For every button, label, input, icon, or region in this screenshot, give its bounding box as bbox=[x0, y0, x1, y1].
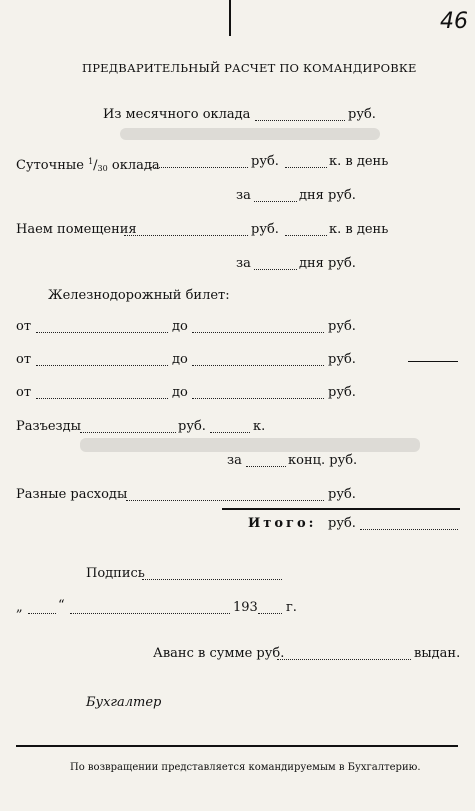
advance-label: Аванс в сумме руб. bbox=[153, 646, 285, 661]
rail-row-2-to: до bbox=[172, 352, 188, 367]
page-number: 46 bbox=[440, 9, 468, 34]
rail-heading: Железнодорожный билет: bbox=[48, 288, 230, 303]
misc-field[interactable] bbox=[126, 500, 324, 501]
lodging-rub-unit: руб. bbox=[251, 222, 279, 237]
rail-row-2-from-field[interactable] bbox=[36, 365, 168, 366]
daily-days-rub: дня руб. bbox=[299, 188, 356, 203]
advance-issued: выдан. bbox=[414, 646, 461, 661]
date-year-suffix: г. bbox=[286, 600, 297, 615]
date-month-field[interactable] bbox=[70, 613, 230, 614]
trips-ends-rub: конц. руб. bbox=[288, 453, 358, 468]
rail-row-1-from-field[interactable] bbox=[36, 332, 168, 333]
rail-row-1-to: до bbox=[172, 319, 188, 334]
rail-row-1-from: от bbox=[16, 319, 32, 334]
date-year-field[interactable] bbox=[258, 613, 282, 614]
rail-row-3-from-field[interactable] bbox=[36, 398, 168, 399]
trips-rub-unit: руб. bbox=[178, 419, 206, 434]
rail-row-1-unit: руб. bbox=[328, 319, 356, 334]
fraction-numerator: 1 bbox=[88, 157, 94, 166]
rail-row-3-to-field[interactable] bbox=[192, 398, 324, 399]
monthly-salary-unit: руб. bbox=[348, 107, 376, 122]
lodging-label: Наем помещения bbox=[16, 222, 137, 237]
daily-days-field[interactable] bbox=[254, 201, 297, 202]
rail-row-2-unit: руб. bbox=[328, 352, 356, 367]
daily-za-label: за bbox=[236, 188, 251, 203]
daily-kop-day-unit: к. в день bbox=[329, 154, 389, 169]
trips-ends-field[interactable] bbox=[246, 466, 286, 467]
footer-note: По возвращении представляется командируемым в Бухгалтерию. bbox=[70, 762, 421, 773]
date-year: 193 bbox=[233, 600, 258, 615]
date-day-field[interactable] bbox=[28, 613, 56, 614]
trips-label: Разъезды bbox=[16, 419, 81, 434]
monthly-salary-label: Из месячного оклада bbox=[103, 107, 251, 122]
date-close-quote: “ bbox=[58, 598, 65, 613]
daily-kop-field[interactable] bbox=[285, 167, 327, 168]
lodging-za-label: за bbox=[236, 256, 251, 271]
trips-kop-unit: к. bbox=[253, 419, 266, 434]
form-title: ПРЕДВАРИТЕЛЬНЫЙ РАСЧЕТ ПО КОМАНДИРОВКЕ bbox=[82, 61, 417, 75]
rail-row-2-from: от bbox=[16, 352, 32, 367]
daily-rub-unit: руб. bbox=[251, 154, 279, 169]
trips-za-label: за bbox=[227, 453, 242, 468]
misc-label: Разные расходы bbox=[16, 487, 128, 502]
lodging-days-rub: дня руб. bbox=[299, 256, 356, 271]
signature-field[interactable] bbox=[142, 579, 282, 580]
rail-row-2-amount-line bbox=[408, 361, 458, 362]
total-unit: руб. bbox=[328, 516, 356, 531]
show-through-mark-2 bbox=[80, 438, 420, 452]
footer-rule bbox=[16, 745, 458, 747]
accountant-label: Бухгалтер bbox=[86, 695, 162, 710]
misc-unit: руб. bbox=[328, 487, 356, 502]
trips-rub-field[interactable] bbox=[80, 432, 176, 433]
advance-field[interactable] bbox=[277, 659, 411, 660]
date-open-quote: „ bbox=[16, 600, 23, 615]
daily-label-text: Суточные bbox=[16, 158, 84, 173]
daily-label-tail: оклада bbox=[111, 158, 160, 173]
trips-kop-field[interactable] bbox=[210, 432, 250, 433]
rail-row-3-from: от bbox=[16, 385, 32, 400]
signature-label: Подпись bbox=[86, 566, 145, 581]
monthly-salary-field[interactable] bbox=[255, 120, 345, 121]
fraction-denominator: 30 bbox=[97, 164, 108, 173]
total-field[interactable] bbox=[360, 529, 458, 530]
rail-row-3-unit: руб. bbox=[328, 385, 356, 400]
top-fold-line bbox=[229, 0, 231, 36]
rail-row-3-to: до bbox=[172, 385, 188, 400]
total-top-rule bbox=[222, 508, 460, 510]
show-through-mark bbox=[120, 128, 380, 140]
lodging-kop-field[interactable] bbox=[285, 235, 327, 236]
total-label: Итого: bbox=[248, 516, 317, 531]
lodging-days-field[interactable] bbox=[254, 269, 297, 270]
lodging-rub-field[interactable] bbox=[124, 235, 248, 236]
lodging-kop-day-unit: к. в день bbox=[329, 222, 389, 237]
rail-row-2-to-field[interactable] bbox=[192, 365, 324, 366]
rail-row-1-to-field[interactable] bbox=[192, 332, 324, 333]
daily-label: Суточные $^1/_{30}$ оклада bbox=[16, 157, 160, 173]
daily-rub-field[interactable] bbox=[150, 167, 248, 168]
